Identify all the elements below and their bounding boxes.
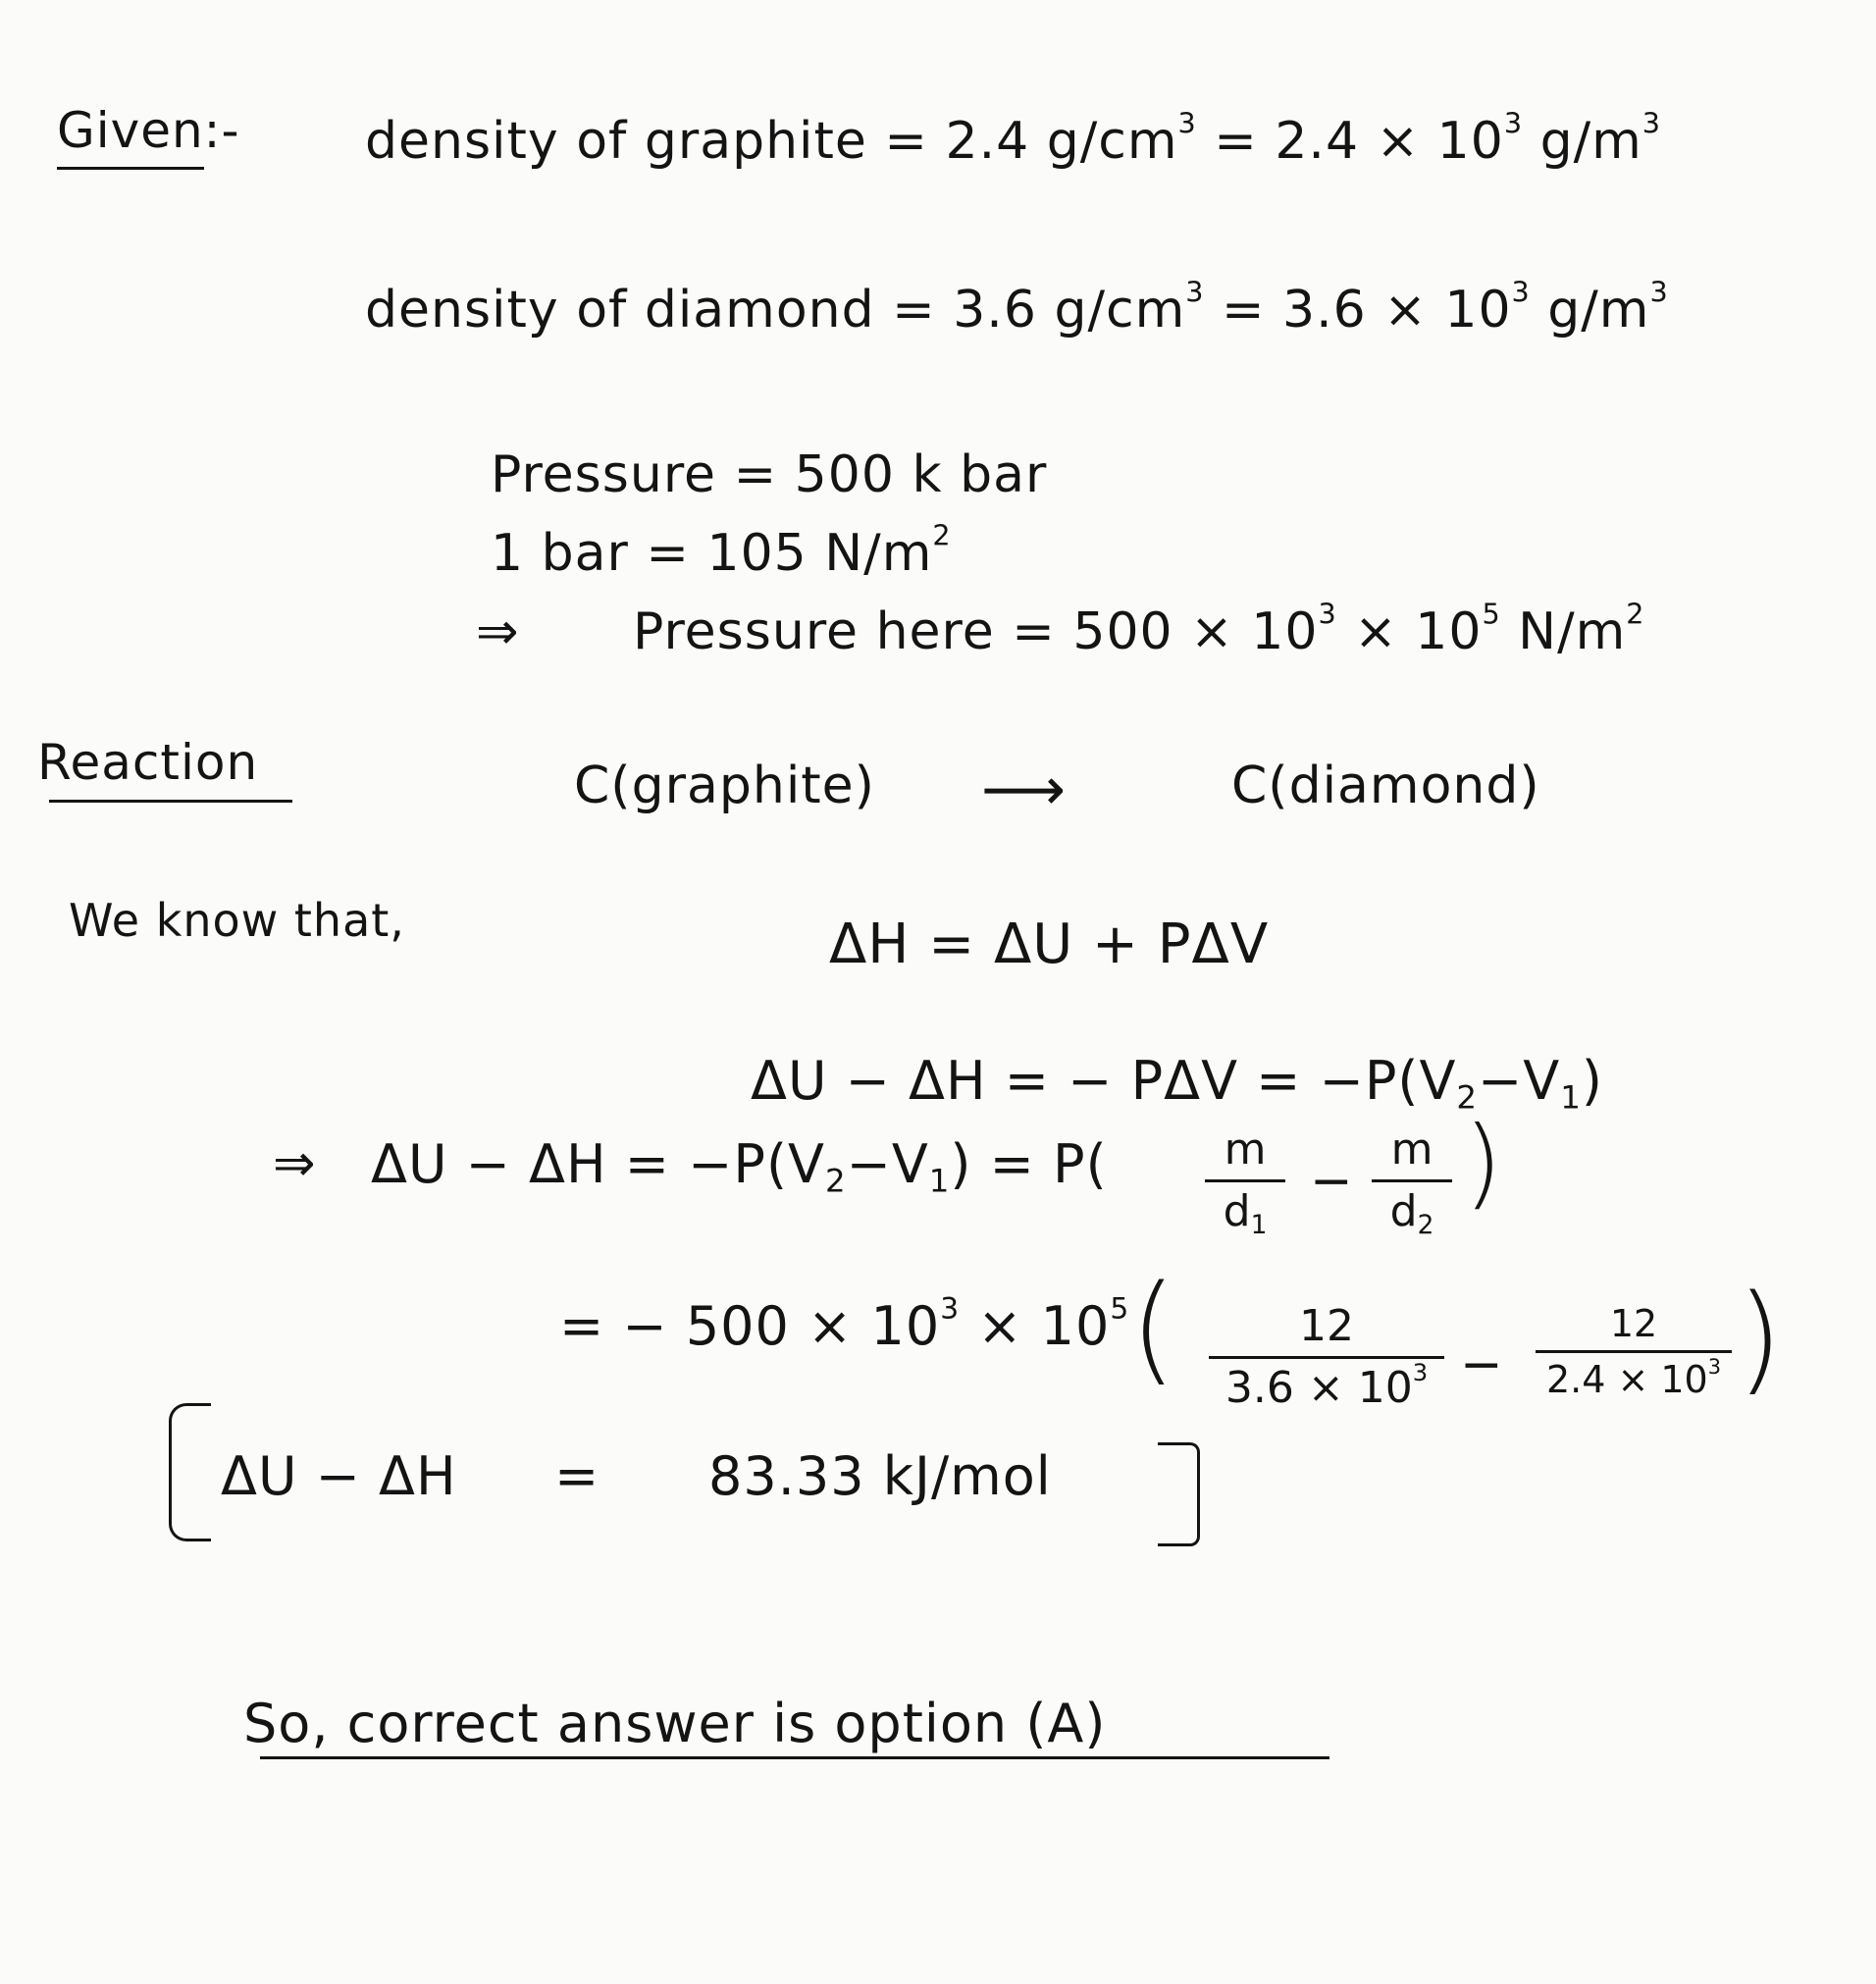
equation-3-minus: − [1310, 1152, 1354, 1211]
result-bracket-left [169, 1403, 211, 1541]
fraction-m-over-d1: m $d_1$ [1205, 1128, 1285, 1233]
reaction-arrow: ⟶ [981, 756, 1068, 824]
result-lhs: ΔU − ΔH [221, 1445, 457, 1507]
equation-3-arrow: ⇒ [273, 1134, 317, 1193]
pressure-line: Pressure = 500 k bar [491, 445, 1048, 504]
equation-enthalpy: ΔH = ΔU + PΔV [829, 913, 1270, 976]
fraction-12-over-2-4: 12 $2.4 \times 10^3$ [1536, 1305, 1732, 1398]
diamond-density-line: density of diamond = 3.6 $g/cm^3 = 3.6 \times 10^3$ $g/m^3$ [365, 275, 1669, 339]
given-heading: Given:- [57, 102, 240, 159]
equation-4-close-paren: ) [1737, 1271, 1783, 1407]
conclusion-underline [260, 1756, 1329, 1759]
graphite-density-line: density of graphite = 2.4 $g/cm^3 = 2.4 \times 10^3$ $g/m^3$ [365, 106, 1661, 171]
pressure-arrow: ⇒ [476, 602, 520, 661]
reaction-underline [49, 800, 292, 803]
bar-conversion-line: 1 bar = 105 $N/m^2$ [491, 518, 952, 583]
equation-4-left: = − $500 \times 10^3 \times 10^5$ [559, 1291, 1130, 1357]
given-underline [57, 167, 204, 170]
equation-4-minus: − [1460, 1335, 1504, 1394]
pressure-here-line: Pressure here = $500 \times 10^3 \times 10^5$ $N/m^2$ [633, 597, 1645, 661]
result-equals: = [554, 1445, 600, 1507]
equation-3-close-paren: ) [1464, 1105, 1503, 1220]
intro-text: We know that, [69, 894, 405, 947]
equation-3-left: $\Delta U - \Delta H = -P(V_2-V_1) = P$( [371, 1133, 1108, 1200]
fraction-12-over-3-6: 12 $3.6 \times 10^3$ [1209, 1305, 1444, 1410]
equation-4-open-paren: ( [1130, 1261, 1176, 1397]
equation-2: ΔU − ΔH = − $P\Delta V = -P(V_2-V_1)$ [751, 1050, 1603, 1117]
reaction-label: Reaction [37, 734, 259, 791]
fraction-m-over-d2: m $d_2$ [1372, 1128, 1452, 1233]
result-bracket-right [1158, 1442, 1200, 1546]
conclusion-text: So, correct answer is option (A) [243, 1693, 1107, 1754]
reactant: C(graphite) [574, 757, 875, 815]
result-value: 83.33 kJ/mol [708, 1445, 1052, 1507]
product: C(diamond) [1231, 757, 1540, 815]
